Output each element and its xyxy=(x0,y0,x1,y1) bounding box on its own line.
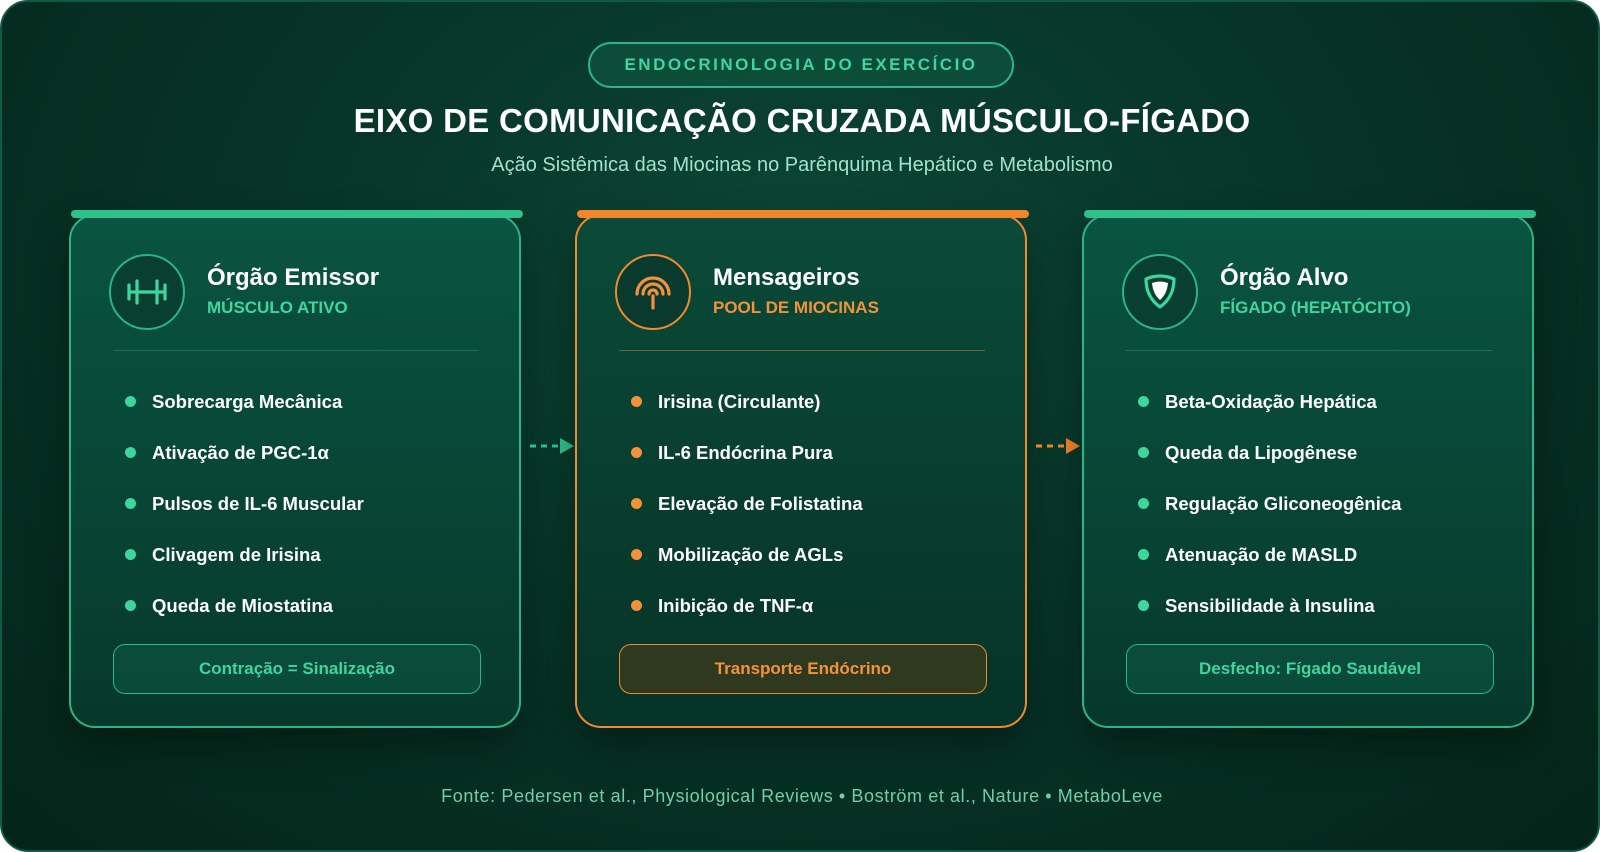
card-divider xyxy=(113,350,479,351)
dumbbell-icon xyxy=(109,254,185,330)
bullet-dot xyxy=(125,396,136,407)
card-item-list xyxy=(631,376,863,631)
list-item xyxy=(1138,529,1401,580)
list-item xyxy=(1138,580,1401,631)
category-pill: ENDOCRINOLOGIA DO EXERCÍCIO xyxy=(588,42,1014,88)
bullet-dot xyxy=(631,447,642,458)
card-target xyxy=(1082,214,1534,728)
list-item-label: Ativação de PGC-1α xyxy=(152,441,329,463)
list-item xyxy=(125,529,364,580)
bullet-dot xyxy=(631,549,642,560)
list-item-label: Elevação de Folistatina xyxy=(658,492,863,514)
card-accent-bar xyxy=(71,210,523,218)
signal-icon xyxy=(615,254,691,330)
list-item-label: Pulsos de IL-6 Muscular xyxy=(152,492,364,514)
list-item-label: Sobrecarga Mecânica xyxy=(152,390,343,412)
card-subtitle: MÚSCULO ATIVO xyxy=(207,298,348,317)
card-footer-box: Desfecho: Fígado Saudável xyxy=(1126,644,1494,694)
source-citation: Fonte: Pedersen et al., Physiological Reviews • Boström et al., Nature • MetaboLeve xyxy=(441,786,1163,806)
card-footer-box: Transporte Endócrino xyxy=(619,644,987,694)
list-item xyxy=(1138,376,1401,427)
list-item-label: IL-6 Endócrina Pura xyxy=(658,441,833,463)
list-item xyxy=(1138,478,1401,529)
card-emitter xyxy=(69,214,521,728)
list-item-label: Atenuação de MASLD xyxy=(1165,543,1358,565)
bullet-dot xyxy=(1138,396,1149,407)
card-item-list xyxy=(125,376,364,631)
bullet-dot xyxy=(631,498,642,509)
list-item-label: Clivagem de Irisina xyxy=(152,543,321,565)
list-item xyxy=(125,478,364,529)
card-accent-bar xyxy=(577,210,1029,218)
list-item-label: Beta-Oxidação Hepática xyxy=(1165,390,1377,412)
card-divider xyxy=(1126,350,1492,351)
list-item-label: Queda de Miostatina xyxy=(152,594,333,616)
list-item-label: Sensibilidade à Insulina xyxy=(1165,594,1375,616)
flow-arrow-right-icon xyxy=(528,434,578,458)
card-subtitle: FÍGADO (HEPATÓCITO) xyxy=(1220,298,1411,317)
bullet-dot xyxy=(1138,447,1149,458)
flow-arrow-right-icon xyxy=(1034,434,1084,458)
list-item-label: Irisina (Circulante) xyxy=(658,390,821,412)
list-item-label: Queda da Lipogênese xyxy=(1165,441,1358,463)
page-title: EIXO DE COMUNICAÇÃO CRUZADA MÚSCULO-FÍGADO xyxy=(353,102,1251,139)
bullet-dot xyxy=(125,498,136,509)
list-item xyxy=(125,580,364,631)
list-item xyxy=(631,478,863,529)
card-subtitle: POOL DE MIOCINAS xyxy=(713,298,879,317)
bullet-dot xyxy=(631,396,642,407)
bullet-dot xyxy=(631,600,642,611)
card-title: Órgão Emissor xyxy=(207,264,380,291)
bullet-dot xyxy=(125,549,136,560)
list-item xyxy=(125,376,364,427)
list-item xyxy=(1138,427,1401,478)
bullet-dot xyxy=(1138,549,1149,560)
list-item-label: Regulação Gliconeogênica xyxy=(1165,492,1402,514)
list-item xyxy=(631,529,863,580)
bullet-dot xyxy=(125,447,136,458)
card-item-list xyxy=(1138,376,1401,631)
list-item xyxy=(631,427,863,478)
card-title: Órgão Alvo xyxy=(1220,264,1349,291)
list-item xyxy=(125,427,364,478)
card-messengers xyxy=(575,214,1027,728)
list-item-label: Inibição de TNF-α xyxy=(658,594,814,616)
list-item xyxy=(631,376,863,427)
card-divider xyxy=(619,350,985,351)
bullet-dot xyxy=(125,600,136,611)
page-subtitle: Ação Sistêmica das Miocinas no Parênquima Hepático e Metabolismo xyxy=(491,154,1113,176)
liver-shield-icon xyxy=(1122,254,1198,330)
bullet-dot xyxy=(1138,600,1149,611)
list-item-label: Mobilização de AGLs xyxy=(658,543,844,565)
card-title: Mensageiros xyxy=(713,264,860,291)
card-accent-bar xyxy=(1084,210,1536,218)
list-item xyxy=(631,580,863,631)
card-footer-box: Contração = Sinalização xyxy=(113,644,481,694)
bullet-dot xyxy=(1138,498,1149,509)
